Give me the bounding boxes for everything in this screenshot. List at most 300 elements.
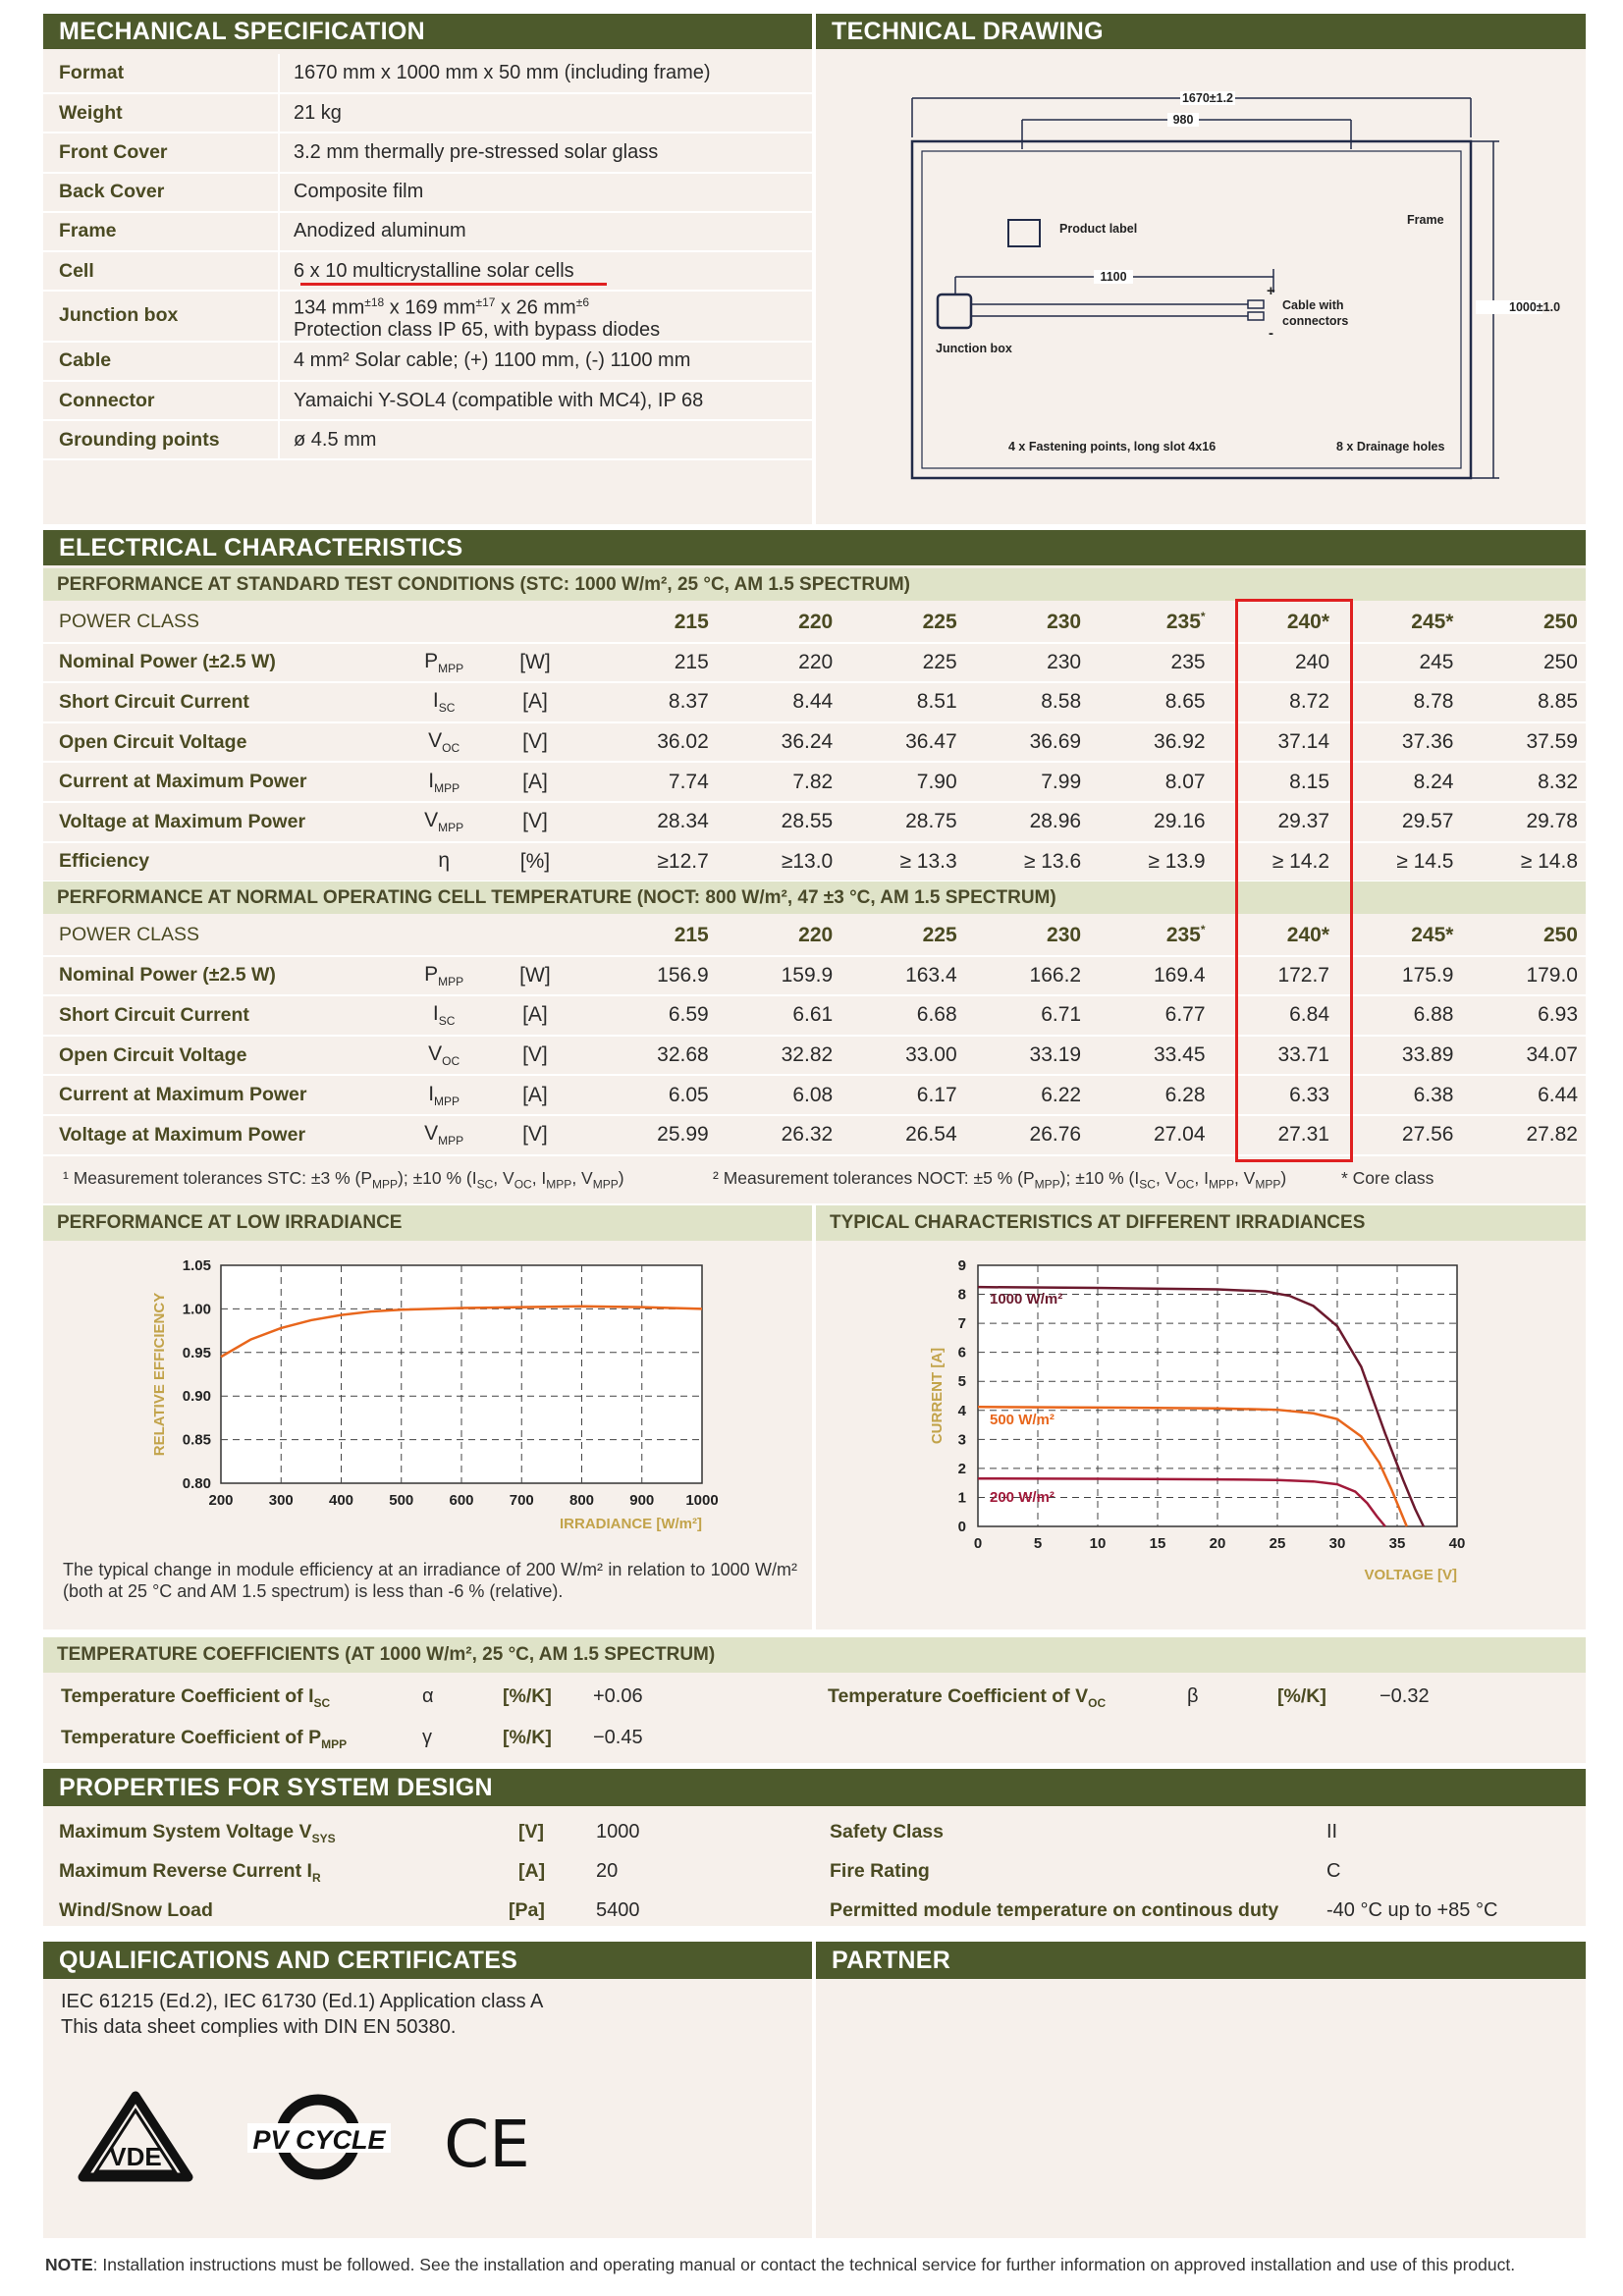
electrical-unit: [W] [478,643,593,683]
junction-box-label: Junction box [936,342,1012,355]
electrical-value: 6.17 [840,1075,964,1115]
pv-cycle-logo [245,2091,393,2189]
mechanical-label: Cable [43,342,279,381]
mechanical-row [43,173,812,212]
electrical-value: 245 [1337,643,1461,683]
y-tick-label: 1.05 [182,1257,211,1274]
mechanical-label: Format [43,54,279,93]
product-label-text: Product label [1059,222,1138,236]
electrical-symbol: $V_{OC}$ [410,1036,478,1076]
y-tick-label: 3 [957,1431,966,1449]
y-tick-label: 8 [957,1286,966,1304]
y-tick-label: 0.85 [182,1431,211,1449]
vde-logo [77,2091,194,2189]
technical-drawing [816,51,1586,524]
cable-label-2: connectors [1282,314,1349,328]
electrical-value: 215 [592,643,716,683]
qualifications-header: QUALIFICATIONS AND CERTIFICATES [43,1942,812,1979]
electrical-unit: [A] [478,682,593,722]
electrical-value: 29.78 [1461,802,1586,842]
electrical-value: 32.68 [592,1036,716,1076]
electrical-value: 36.92 [1089,722,1213,763]
x-tick-label: 800 [568,1492,595,1509]
x-tick-label: 25 [1269,1535,1286,1552]
x-tick-label: 400 [328,1492,354,1509]
electrical-value: ≥ 13.9 [1089,842,1213,882]
dim-width-label: 1000±1.0 [1509,300,1561,314]
electrical-value: 6.61 [717,995,840,1036]
partner-header: PARTNER [816,1942,1586,1979]
temp-isc-value: +0.06 [593,1685,643,1707]
low-irradiance-header: PERFORMANCE AT LOW IRRADIANCE [43,1205,812,1241]
mechanical-value [279,291,812,342]
junction-dimensions: 134 $mm^{\pm 18}$ x 169 $mm^{\pm 17}$ x 26 $mm^{\pm 6}$ [294,295,589,319]
noct-table [43,916,1586,1156]
electrical-unit: [A] [478,995,593,1036]
qualifications-line1: IEC 61215 (Ed.2), IEC 61730 (Ed.1) Application class A [61,1991,544,2012]
system-header: PROPERTIES FOR SYSTEM DESIGN [43,1769,1586,1806]
electrical-value: 33.89 [1337,1036,1461,1076]
electrical-row [43,762,1586,802]
electrical-value: 28.96 [965,802,1089,842]
footnote-noct: ² Measurement tolerances NOCT: ±5 % $(P_{MPP})$; ±10 % ($I_{SC}$, $V_{OC}$, $I_{MPP}$, $V_{MPP}$) [713,1168,1287,1192]
y-tick-label: 0.95 [182,1344,211,1362]
cable-label-1: Cable with [1282,298,1344,312]
temp-pmpp-value: −0.45 [593,1727,643,1748]
mechanical-label: Weight [43,93,279,133]
wind-value: 5400 [596,1899,640,1921]
electrical-value: 230 [965,643,1089,683]
electrical-header: ELECTRICAL CHARACTERISTICS [43,530,1586,565]
power-class-215: 215 [592,603,716,643]
max-current-unit: [A] [518,1860,546,1882]
electrical-value: 8.07 [1089,762,1213,802]
dim-length-label: 1670±1.2 [1181,91,1234,105]
electrical-unit: [V] [478,722,593,763]
electrical-value: 36.24 [717,722,840,763]
mechanical-value: ø 4.5 mm [279,420,812,459]
temp-label: Permitted module temperature on continous duty [830,1899,1279,1921]
y-axis-label: CURRENT [A] [929,1347,946,1445]
temp-pmpp-unit: [%/K] [503,1727,552,1748]
electrical-value: 6.44 [1461,1075,1586,1115]
electrical-value: 32.82 [717,1036,840,1076]
mechanical-label: Frame [43,212,279,251]
electrical-value: 6.22 [965,1075,1089,1115]
pv-cycle-logo-text: PV CYCLE [252,2125,386,2155]
mechanical-row [43,93,812,133]
electrical-value: 159.9 [717,956,840,996]
electrical-value: 169.4 [1089,956,1213,996]
temp-pmpp-symbol: γ [422,1727,432,1748]
y-tick-label: 5 [957,1373,966,1391]
electrical-row-label: Current at Maximum Power [43,1075,410,1115]
electrical-value: 6.38 [1337,1075,1461,1115]
electrical-unit: [A] [478,1075,593,1115]
electrical-row [43,643,1586,683]
electrical-value: 8.85 [1461,682,1586,722]
noct-subheader: PERFORMANCE AT NORMAL OPERATING CELL TEMPERATURE (NOCT: 800 W/m², 47 ±3 °C, AM 1.5 SPECTRUM) [43,881,1586,914]
electrical-symbol: $V_{MPP}$ [410,1115,478,1155]
mechanical-value: 3.2 mm thermally pre-stressed solar glass [279,133,812,172]
electrical-symbol: $P_{MPP}$ [410,956,478,996]
electrical-value: 33.45 [1089,1036,1213,1076]
x-tick-label: 200 [208,1492,234,1509]
core-class-highlight [1235,599,1353,1162]
mechanical-row [43,291,812,342]
mechanical-header: MECHANICAL SPECIFICATION [43,14,812,49]
series-label: 200 W/m² [990,1489,1055,1507]
power-class-235: 235* [1089,603,1213,643]
mechanical-table [43,54,812,460]
footer-note [45,2255,1515,2275]
footer-note-label: NOTE [45,2255,93,2274]
footnote-core-class: * Core class [1341,1168,1434,1188]
electrical-row-label: Current at Maximum Power [43,762,410,802]
mechanical-label: Back Cover [43,173,279,212]
irradiances-header: TYPICAL CHARACTERISTICS AT DIFFERENT IRRADIANCES [816,1205,1586,1241]
y-tick-label: 2 [957,1460,966,1477]
x-axis-label: IRRADIANCE [W/m²] [560,1516,702,1532]
electrical-value: 7.99 [965,762,1089,802]
empty-cell [410,916,478,956]
mechanical-label: Grounding points [43,420,279,459]
power-class-245: 245* [1337,916,1461,956]
electrical-row-label: Nominal Power (±2.5 W) [43,956,410,996]
temp-voc-row: Temperature Coefficient of $V_{OC}$ β [%/K] −0.32 [828,1685,1430,1710]
electrical-value: 29.37 [1214,802,1337,842]
electrical-value: 7.90 [840,762,964,802]
electrical-value: 34.07 [1461,1036,1586,1076]
electrical-value: 6.33 [1214,1075,1337,1115]
electrical-value: ≥13.0 [717,842,840,882]
x-tick-label: 300 [268,1492,294,1509]
temp-voc-symbol: β [1187,1685,1199,1707]
y-tick-label: 4 [957,1402,966,1419]
electrical-value: 6.68 [840,995,964,1036]
power-class-225: 225 [840,603,964,643]
y-tick-label: 0.90 [182,1388,211,1406]
x-tick-label: 0 [973,1535,983,1552]
electrical-value: ≥ 14.2 [1214,842,1337,882]
electrical-row [43,956,1586,996]
mechanical-value: 1670 mm x 1000 mm x 50 mm (including frame) [279,54,812,93]
electrical-value: 37.14 [1214,722,1337,763]
electrical-value: 163.4 [840,956,964,996]
dim-inner-label: 980 [1172,113,1194,127]
max-voltage-label: Maximum System Voltage V [59,1821,312,1842]
electrical-value: 179.0 [1461,956,1586,996]
electrical-value: 6.93 [1461,995,1586,1036]
electrical-value: 26.32 [717,1115,840,1155]
power-class-250: 250 [1461,916,1586,956]
mechanical-value: Composite film [279,173,812,212]
electrical-value: 156.9 [592,956,716,996]
electrical-value: 175.9 [1337,956,1461,996]
electrical-value: 33.19 [965,1036,1089,1076]
electrical-symbol: $I_{MPP}$ [410,762,478,802]
electrical-value: 8.65 [1089,682,1213,722]
x-tick-label: 15 [1149,1535,1166,1552]
mechanical-value: 21 kg [279,93,812,133]
electrical-value: 250 [1461,643,1586,683]
electrical-row-label: Voltage at Maximum Power [43,802,410,842]
max-current-row: Maximum Reverse Current $I_R$ [A] 20 [59,1860,619,1885]
mechanical-label: Front Cover [43,133,279,172]
power-class-245: 245* [1337,603,1461,643]
drawing-header: TECHNICAL DRAWING [816,14,1586,49]
electrical-value: 172.7 [1214,956,1337,996]
power-class-label: POWER CLASS [43,916,410,956]
y-tick-label: 7 [957,1315,966,1333]
electrical-value: 6.84 [1214,995,1337,1036]
electrical-value: 6.71 [965,995,1089,1036]
max-voltage-unit: [V] [518,1821,544,1842]
system-right [816,1812,1586,1930]
power-class-220: 220 [717,603,840,643]
electrical-value: 27.04 [1089,1115,1213,1155]
electrical-value: 225 [840,643,964,683]
electrical-row [43,842,1586,882]
qualifications-panel [43,1942,812,2238]
max-current-value: 20 [596,1860,619,1882]
power-class-225: 225 [840,916,964,956]
electrical-symbol: $P_{MPP}$ [410,643,478,683]
electrical-value: 166.2 [965,956,1089,996]
electrical-value: 28.55 [717,802,840,842]
drainage-label: 8 x Drainage holes [1336,440,1445,454]
electrical-value: 36.69 [965,722,1089,763]
dim-cable-label: 1100 [1100,270,1127,284]
minus-mark: - [1269,325,1273,342]
electrical-value: 29.57 [1337,802,1461,842]
temp-row [816,1891,1586,1930]
temp-voc-unit: [%/K] [1277,1685,1326,1707]
electrical-value: 28.75 [840,802,964,842]
power-class-label: POWER CLASS [43,603,410,643]
temp-voc-label: Temperature Coefficient of V [828,1685,1089,1707]
electrical-value: 8.51 [840,682,964,722]
electrical-row-label: Efficiency [43,842,410,882]
electrical-symbol: η [410,842,478,882]
x-tick-label: 1000 [685,1492,719,1509]
electrical-unit: [A] [478,762,593,802]
electrical-value: 25.99 [592,1115,716,1155]
electrical-value: 6.59 [592,995,716,1036]
electrical-row [43,722,1586,763]
electrical-row-label: Short Circuit Current [43,995,410,1036]
mechanical-label: Connector [43,381,279,420]
power-class-220: 220 [717,916,840,956]
x-tick-label: 500 [389,1492,414,1509]
temp-isc-unit: [%/K] [503,1685,552,1707]
plus-mark: + [1267,283,1275,299]
electrical-row [43,682,1586,722]
electrical-value: 235 [1089,643,1213,683]
electrical-value: ≥ 13.6 [965,842,1089,882]
electrical-value: 240 [1214,643,1337,683]
x-tick-label: 600 [449,1492,474,1509]
wind-unit: [Pa] [509,1899,545,1921]
electrical-value: 27.31 [1214,1115,1337,1155]
electrical-value: 6.88 [1337,995,1461,1036]
electrical-value: ≥ 14.5 [1337,842,1461,882]
electrical-row-label: Open Circuit Voltage [43,722,410,763]
wind-row [43,1891,809,1930]
electrical-value: 6.28 [1089,1075,1213,1115]
electrical-value: 7.82 [717,762,840,802]
y-tick-label: 0 [957,1519,966,1535]
electrical-value: 8.44 [717,682,840,722]
low-irradiance-text: The typical change in module efficiency at an irradiance of 200 W/m² in relation to 1000 W/m² (both at 25 °C and AM 1.5 spectrum) is less than -6 % (relative). [63,1560,797,1601]
temp-isc-row: Temperature Coefficient of $I_{SC}$ α [%/K] +0.06 [61,1685,643,1710]
temp-pmpp-label: Temperature Coefficient of P [61,1727,322,1748]
electrical-value: 8.24 [1337,762,1461,802]
electrical-row [43,802,1586,842]
electrical-value: 7.74 [592,762,716,802]
power-class-230: 230 [965,916,1089,956]
electrical-value: ≥ 14.8 [1461,842,1586,882]
electrical-unit: [V] [478,802,593,842]
safety-value: II [1326,1821,1338,1842]
electrical-value: 33.71 [1214,1036,1337,1076]
y-tick-label: 6 [957,1344,966,1362]
stc-table [43,603,1586,882]
y-tick-label: 1 [957,1489,966,1507]
electrical-row-label: Nominal Power (±2.5 W) [43,643,410,683]
empty-cell [478,603,593,643]
temp-value: -40 °C up to +85 °C [1326,1899,1498,1921]
temp-voc-value: −0.32 [1380,1685,1430,1707]
iv-curves-chart [816,1247,1586,1595]
electrical-value: 27.56 [1337,1115,1461,1155]
mechanical-row [43,420,812,459]
series-label: 500 W/m² [990,1412,1055,1429]
mechanical-row [43,133,812,172]
temperature-header: TEMPERATURE COEFFICIENTS (AT 1000 W/m², 25 °C, AM 1.5 SPECTRUM) [43,1637,1586,1673]
mechanical-row [43,212,812,251]
mechanical-value: Yamaichi Y-SOL4 (compatible with MC4), IP 68 [279,381,812,420]
system-left [43,1812,809,1930]
mechanical-row [43,342,812,381]
cell-underline [300,283,607,286]
y-tick-label: 0.80 [182,1475,211,1492]
electrical-row [43,1075,1586,1115]
empty-cell [410,603,478,643]
electrical-unit: [V] [478,1115,593,1155]
electrical-symbol: $V_{OC}$ [410,722,478,763]
qualifications-line2: This data sheet complies with DIN EN 50380. [61,2016,457,2038]
electrical-unit: [%] [478,842,593,882]
electrical-value: 6.08 [717,1075,840,1115]
electrical-row [43,1036,1586,1076]
temp-pmpp-row: Temperature Coefficient of $P_{MPP}$ γ [%/K] −0.45 [61,1727,643,1751]
electrical-row-label: Open Circuit Voltage [43,1036,410,1076]
electrical-value: 8.15 [1214,762,1337,802]
mechanical-value: 4 mm² Solar cable; (+) 1100 mm, (-) 1100 mm [279,342,812,381]
empty-cell [478,916,593,956]
junction-protection: Protection class IP 65, with bypass diodes [294,318,661,341]
temp-isc-symbol: α [422,1685,434,1707]
frame-label: Frame [1407,213,1444,227]
power-class-240: 240* [1214,603,1337,643]
electrical-value: 28.34 [592,802,716,842]
mechanical-row [43,381,812,420]
electrical-row [43,1115,1586,1155]
electrical-value: 8.72 [1214,682,1337,722]
fire-label: Fire Rating [830,1860,930,1882]
electrical-unit: [V] [478,1036,593,1076]
electrical-value: 6.77 [1089,995,1213,1036]
x-tick-label: 10 [1089,1535,1107,1552]
electrical-value: 8.78 [1337,682,1461,722]
electrical-value: 33.00 [840,1036,964,1076]
mechanical-value: Anodized aluminum [279,212,812,251]
x-tick-label: 700 [509,1492,534,1509]
max-voltage-value: 1000 [596,1821,640,1842]
safety-label: Safety Class [830,1821,944,1842]
y-tick-label: 1.00 [182,1301,211,1318]
vde-logo-text: VDE [109,2142,162,2171]
electrical-row [43,995,1586,1036]
electrical-value: ≥ 13.3 [840,842,964,882]
x-tick-label: 900 [629,1492,655,1509]
electrical-row-label: Voltage at Maximum Power [43,1115,410,1155]
power-class-250: 250 [1461,603,1586,643]
ce-mark-text: CE [444,2107,530,2176]
electrical-value: 8.58 [965,682,1089,722]
fire-value: C [1326,1860,1341,1882]
x-tick-label: 5 [1033,1535,1043,1552]
power-class-215: 215 [592,916,716,956]
electrical-symbol: $I_{SC}$ [410,995,478,1036]
electrical-value: 8.37 [592,682,716,722]
x-tick-label: 30 [1328,1535,1346,1552]
x-axis-label: VOLTAGE [V] [1364,1567,1457,1583]
power-class-240: 240* [1214,916,1337,956]
electrical-value: 36.47 [840,722,964,763]
safety-row [816,1812,1586,1851]
max-voltage-row: Maximum System Voltage $V_{SYS}$ [V] 1000 [59,1821,640,1845]
stc-subheader: PERFORMANCE AT STANDARD TEST CONDITIONS (STC: 1000 W/m², 25 °C, AM 1.5 SPECTRUM) [43,568,1586,601]
mechanical-row [43,54,812,93]
electrical-value: 8.32 [1461,762,1586,802]
fire-row [816,1851,1586,1891]
fastening-label: 4 x Fastening points, long slot 4x16 [1008,440,1217,454]
electrical-value: 26.54 [840,1115,964,1155]
electrical-symbol: $V_{MPP}$ [410,802,478,842]
mechanical-value: 6 x 10 multicrystalline solar cells [279,251,812,291]
y-axis-label: RELATIVE EFFICIENCY [151,1292,168,1457]
power-class-row [43,916,1586,956]
electrical-value: 220 [717,643,840,683]
low-irradiance-chart [43,1247,812,1556]
electrical-symbol: $I_{SC}$ [410,682,478,722]
y-tick-label: 9 [957,1257,966,1274]
x-tick-label: 20 [1209,1535,1226,1552]
max-current-label: Maximum Reverse Current I [59,1860,312,1882]
electrical-value: 37.36 [1337,722,1461,763]
mechanical-label: Cell [43,251,279,291]
temp-isc-label: Temperature Coefficient of I [61,1685,314,1707]
electrical-value: 37.59 [1461,722,1586,763]
mechanical-label: Junction box [43,291,279,342]
wind-label: Wind/Snow Load [59,1899,213,1921]
electrical-symbol: $I_{MPP}$ [410,1075,478,1115]
footer-note-text: : Installation instructions must be followed. See the installation and operating manual or contact the technical service for further information on approved installation and use of this product. [92,2255,1516,2274]
electrical-value: 29.16 [1089,802,1213,842]
power-class-235: 235* [1089,916,1213,956]
